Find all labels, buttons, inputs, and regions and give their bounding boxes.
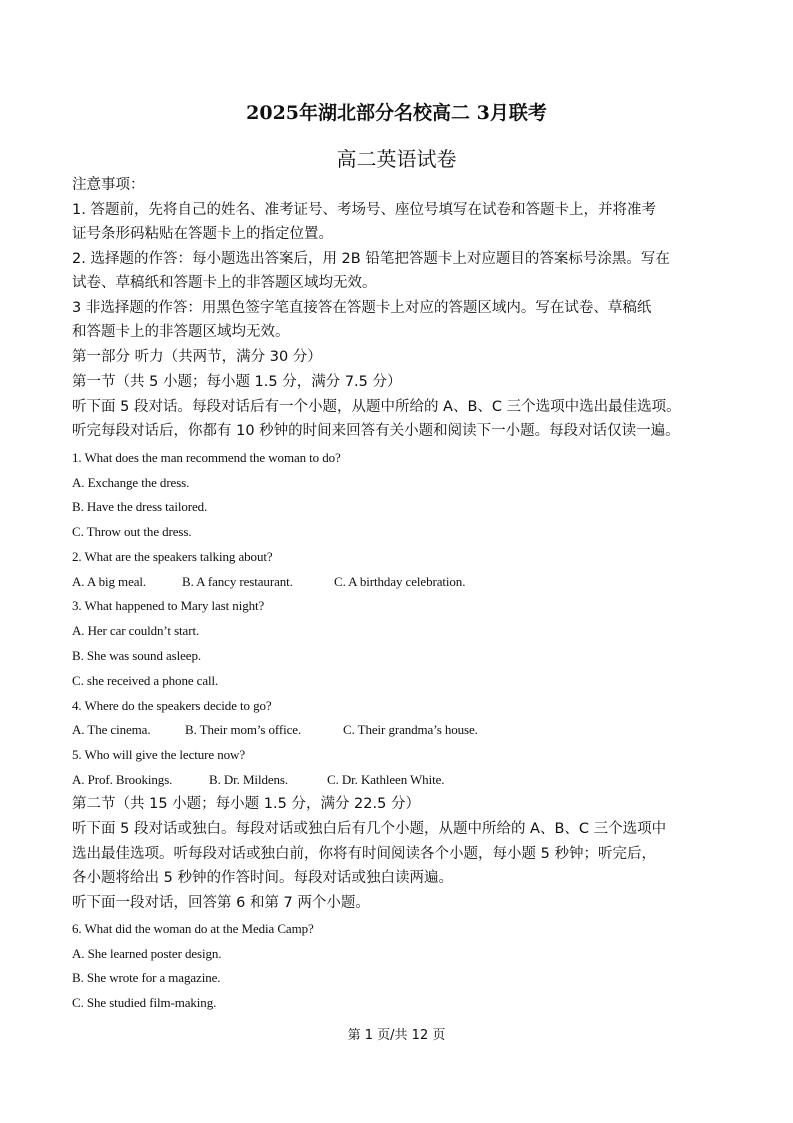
q5-options [72, 770, 444, 790]
q3-option-a: A. Her car couldn’t start. [72, 623, 200, 638]
q6-option-c: C. She studied film-making. [72, 995, 217, 1010]
exam-title: 2025年湖北部分名校高二 3月联考 [246, 102, 547, 124]
question-2: 2. What are the speakers talking about? [72, 549, 273, 564]
q5-option-b: B. Dr. Mildens. [209, 772, 289, 787]
q2-option-b: B. A fancy restaurant. [182, 574, 293, 589]
notice-item-3-line-1: 3 非选择题的作答：用黑色签字笔直接答在答题卡上对应的答题区域内。写在试卷、草稿纸 [72, 300, 652, 316]
q4-option-b: B. Their mom’s office. [185, 722, 302, 737]
question-6: 6. What did the woman do at the Media Camp? [72, 921, 314, 936]
question-5: 5. Who will give the lecture now? [72, 747, 245, 762]
q4-option-c: C. Their grandma’s house. [343, 722, 478, 737]
section1-instruction-line-2: 听完每段对话后，你都有 10 秒钟的时间来回答有关小题和阅读下一小题。每段对话仅读一遍。 [72, 423, 680, 439]
section1-heading: 第一节（共 5 小题；每小题 1.5 分，满分 7.5 分） [72, 374, 402, 390]
question-4: 4. Where do the speakers decide to go? [72, 698, 272, 713]
q3-option-b: B. She was sound asleep. [72, 648, 202, 663]
q2-option-c: C. A birthday celebration. [334, 574, 466, 589]
q5-option-c: C. Dr. Kathleen White. [327, 772, 445, 787]
part1-heading: 第一部分 听力（共两节，满分 30 分） [72, 349, 322, 365]
q1-option-a: A. Exchange the dress. [72, 475, 190, 490]
notice-item-1-line-2: 证号条形码粘贴在答题卡上的指定位置。 [72, 226, 333, 242]
q4-option-a: A. The cinema. [72, 722, 151, 737]
q1-option-c: C. Throw out the dress. [72, 524, 192, 539]
question-3: 3. What happened to Mary last night? [72, 598, 265, 613]
section2-instruction-line-3: 各小题将给出 5 秒钟的作答时间。每段对话或独白读两遍。 [72, 870, 453, 886]
exam-subtitle: 高二英语试卷 [336, 147, 457, 171]
question-1: 1. What does the man recommend the woman to do? [72, 450, 341, 465]
notice-heading: 注意事项： [72, 177, 145, 193]
q6-option-a: A. She learned poster design. [72, 946, 222, 961]
section2-heading: 第二节（共 15 小题；每小题 1.5 分，满分 22.5 分） [72, 796, 420, 812]
notice-item-1-line-1: 1. 答题前，先将自己的姓名、准考证号、考场号、座位号填写在试卷和答题卡上，并将准考 [72, 202, 656, 218]
page-number: 第 1 页/共 12 页 [347, 1028, 446, 1043]
q6-option-b: B. She wrote for a magazine. [72, 970, 221, 985]
q3-option-c: C. she received a phone call. [72, 673, 219, 688]
notice-item-3-line-2: 和答题卡上的非答题区域均无效。 [72, 324, 290, 340]
dialog-intro: 听下面一段对话，回答第 6 和第 7 两个小题。 [72, 895, 370, 911]
q1-option-b: B. Have the dress tailored. [72, 499, 208, 514]
q2-options [72, 572, 465, 592]
q4-options [72, 720, 478, 740]
section1-instruction-line-1: 听下面 5 段对话。每段对话后有一个小题，从题中所给的 A、B、C 三个选项中选出最佳选项。 [72, 399, 681, 415]
q2-option-a: A. A big meal. [72, 574, 147, 589]
notice-item-2-line-2: 试卷、草稿纸和答题卡上的非答题区域均无效。 [72, 275, 377, 291]
section2-instruction-line-2: 选出最佳选项。听每段对话或独白前，你将有时间阅读各个小题，每小题 5 秒钟；听完后， [72, 846, 656, 862]
section2-instruction-line-1: 听下面 5 段对话或独白。每段对话或独白后有几个小题，从题中所给的 A、B、C 三个选项中 [72, 821, 667, 837]
q5-option-a: A. Prof. Brookings. [72, 772, 173, 787]
notice-item-2-line-1: 2. 选择题的作答：每小题选出答案后，用 2B 铅笔把答题卡上对应题目的答案标号涂黑。写在 [72, 251, 670, 267]
